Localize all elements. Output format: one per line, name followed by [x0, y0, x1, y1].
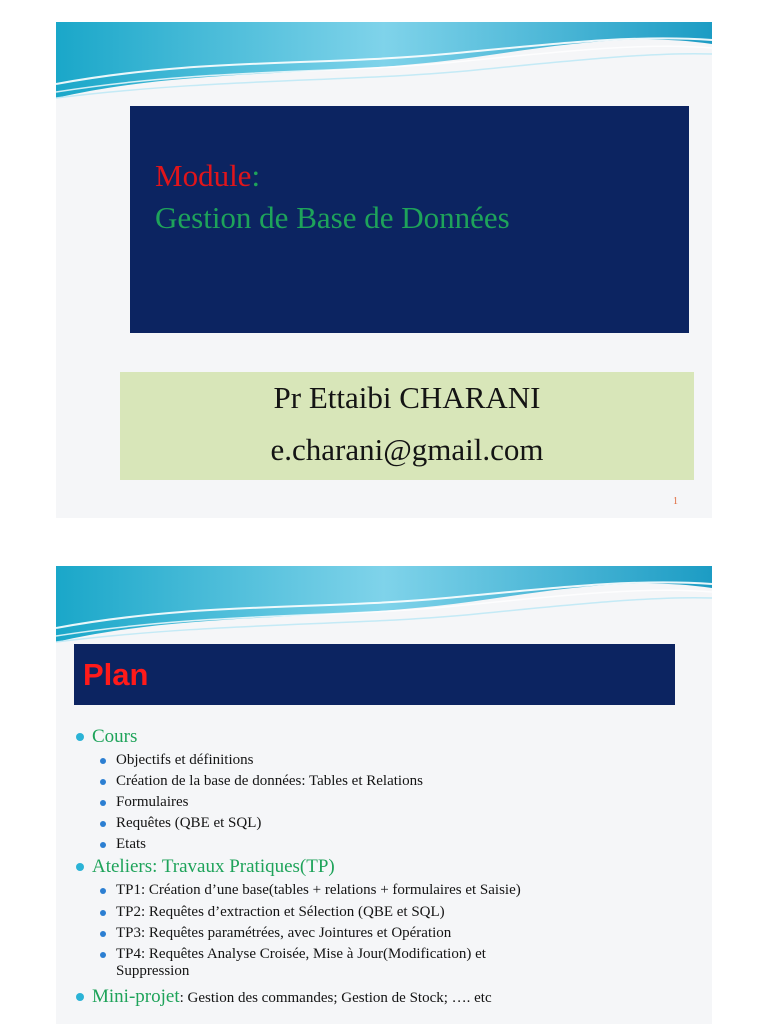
outline-item-mini-projet: [92, 986, 492, 1009]
module-word: Module: [155, 158, 252, 193]
bullet-icon: [100, 821, 106, 827]
course-subject: Gestion de Base de Données: [155, 200, 510, 235]
bullet-icon: [100, 910, 106, 916]
list-item: TP2: Requêtes d’extraction et Sélection (QBE et SQL): [116, 904, 445, 921]
bullet-icon: [76, 863, 84, 871]
ateliers-label: Ateliers: Travaux Pratiques(TP): [92, 856, 335, 877]
list-item: Etats: [116, 836, 146, 853]
bullet-icon: [100, 931, 106, 937]
module-heading: [155, 158, 260, 194]
author-name: Pr Ettaibi CHARANI: [273, 380, 541, 415]
bullet-icon: [76, 733, 84, 741]
plan-title: Plan: [83, 657, 149, 692]
cours-label: Cours: [92, 726, 138, 747]
list-item-continuation: Suppression: [116, 963, 190, 979]
list-item: TP4: Requêtes Analyse Croisée, Mise à Jour(Modification) et: [116, 946, 486, 963]
outline-item-cours: [92, 726, 137, 748]
list-item: Formulaires: [116, 794, 189, 811]
wave-header-decoration: [56, 566, 712, 646]
list-item: Création de la base de données: Tables et Relations: [116, 773, 423, 790]
bullet-icon: [76, 993, 84, 1001]
list-item: TP1: Création d’une base(tables + relations + formulaires et Saisie): [116, 882, 521, 899]
bullet-icon: [100, 779, 106, 785]
author-email: e.charani@gmail.com: [270, 432, 544, 467]
plan-title-box: [74, 644, 675, 705]
bullet-icon: [100, 952, 106, 958]
wave-header-decoration: [56, 22, 712, 102]
list-item: Requêtes (QBE et SQL): [116, 815, 261, 832]
list-item: TP3: Requêtes paramétrées, avec Jointures et Opération: [116, 925, 451, 942]
module-colon: :: [251, 158, 261, 193]
mini-projet-label: Mini-projet: [92, 986, 180, 1007]
bullet-icon: [100, 758, 106, 764]
slide-2: [56, 566, 712, 1024]
bullet-icon: [100, 800, 106, 806]
bullet-icon: [100, 842, 106, 848]
page-number: 1: [673, 496, 678, 507]
slide-1: [56, 22, 712, 518]
mini-projet-detail: : Gestion des commandes; Gestion de Stock; …. etc: [179, 990, 492, 1006]
author-box: [120, 372, 694, 480]
bullet-icon: [100, 888, 106, 894]
title-box: [130, 106, 689, 333]
outline-item-ateliers: [92, 856, 335, 878]
list-item: Objectifs et définitions: [116, 752, 253, 769]
